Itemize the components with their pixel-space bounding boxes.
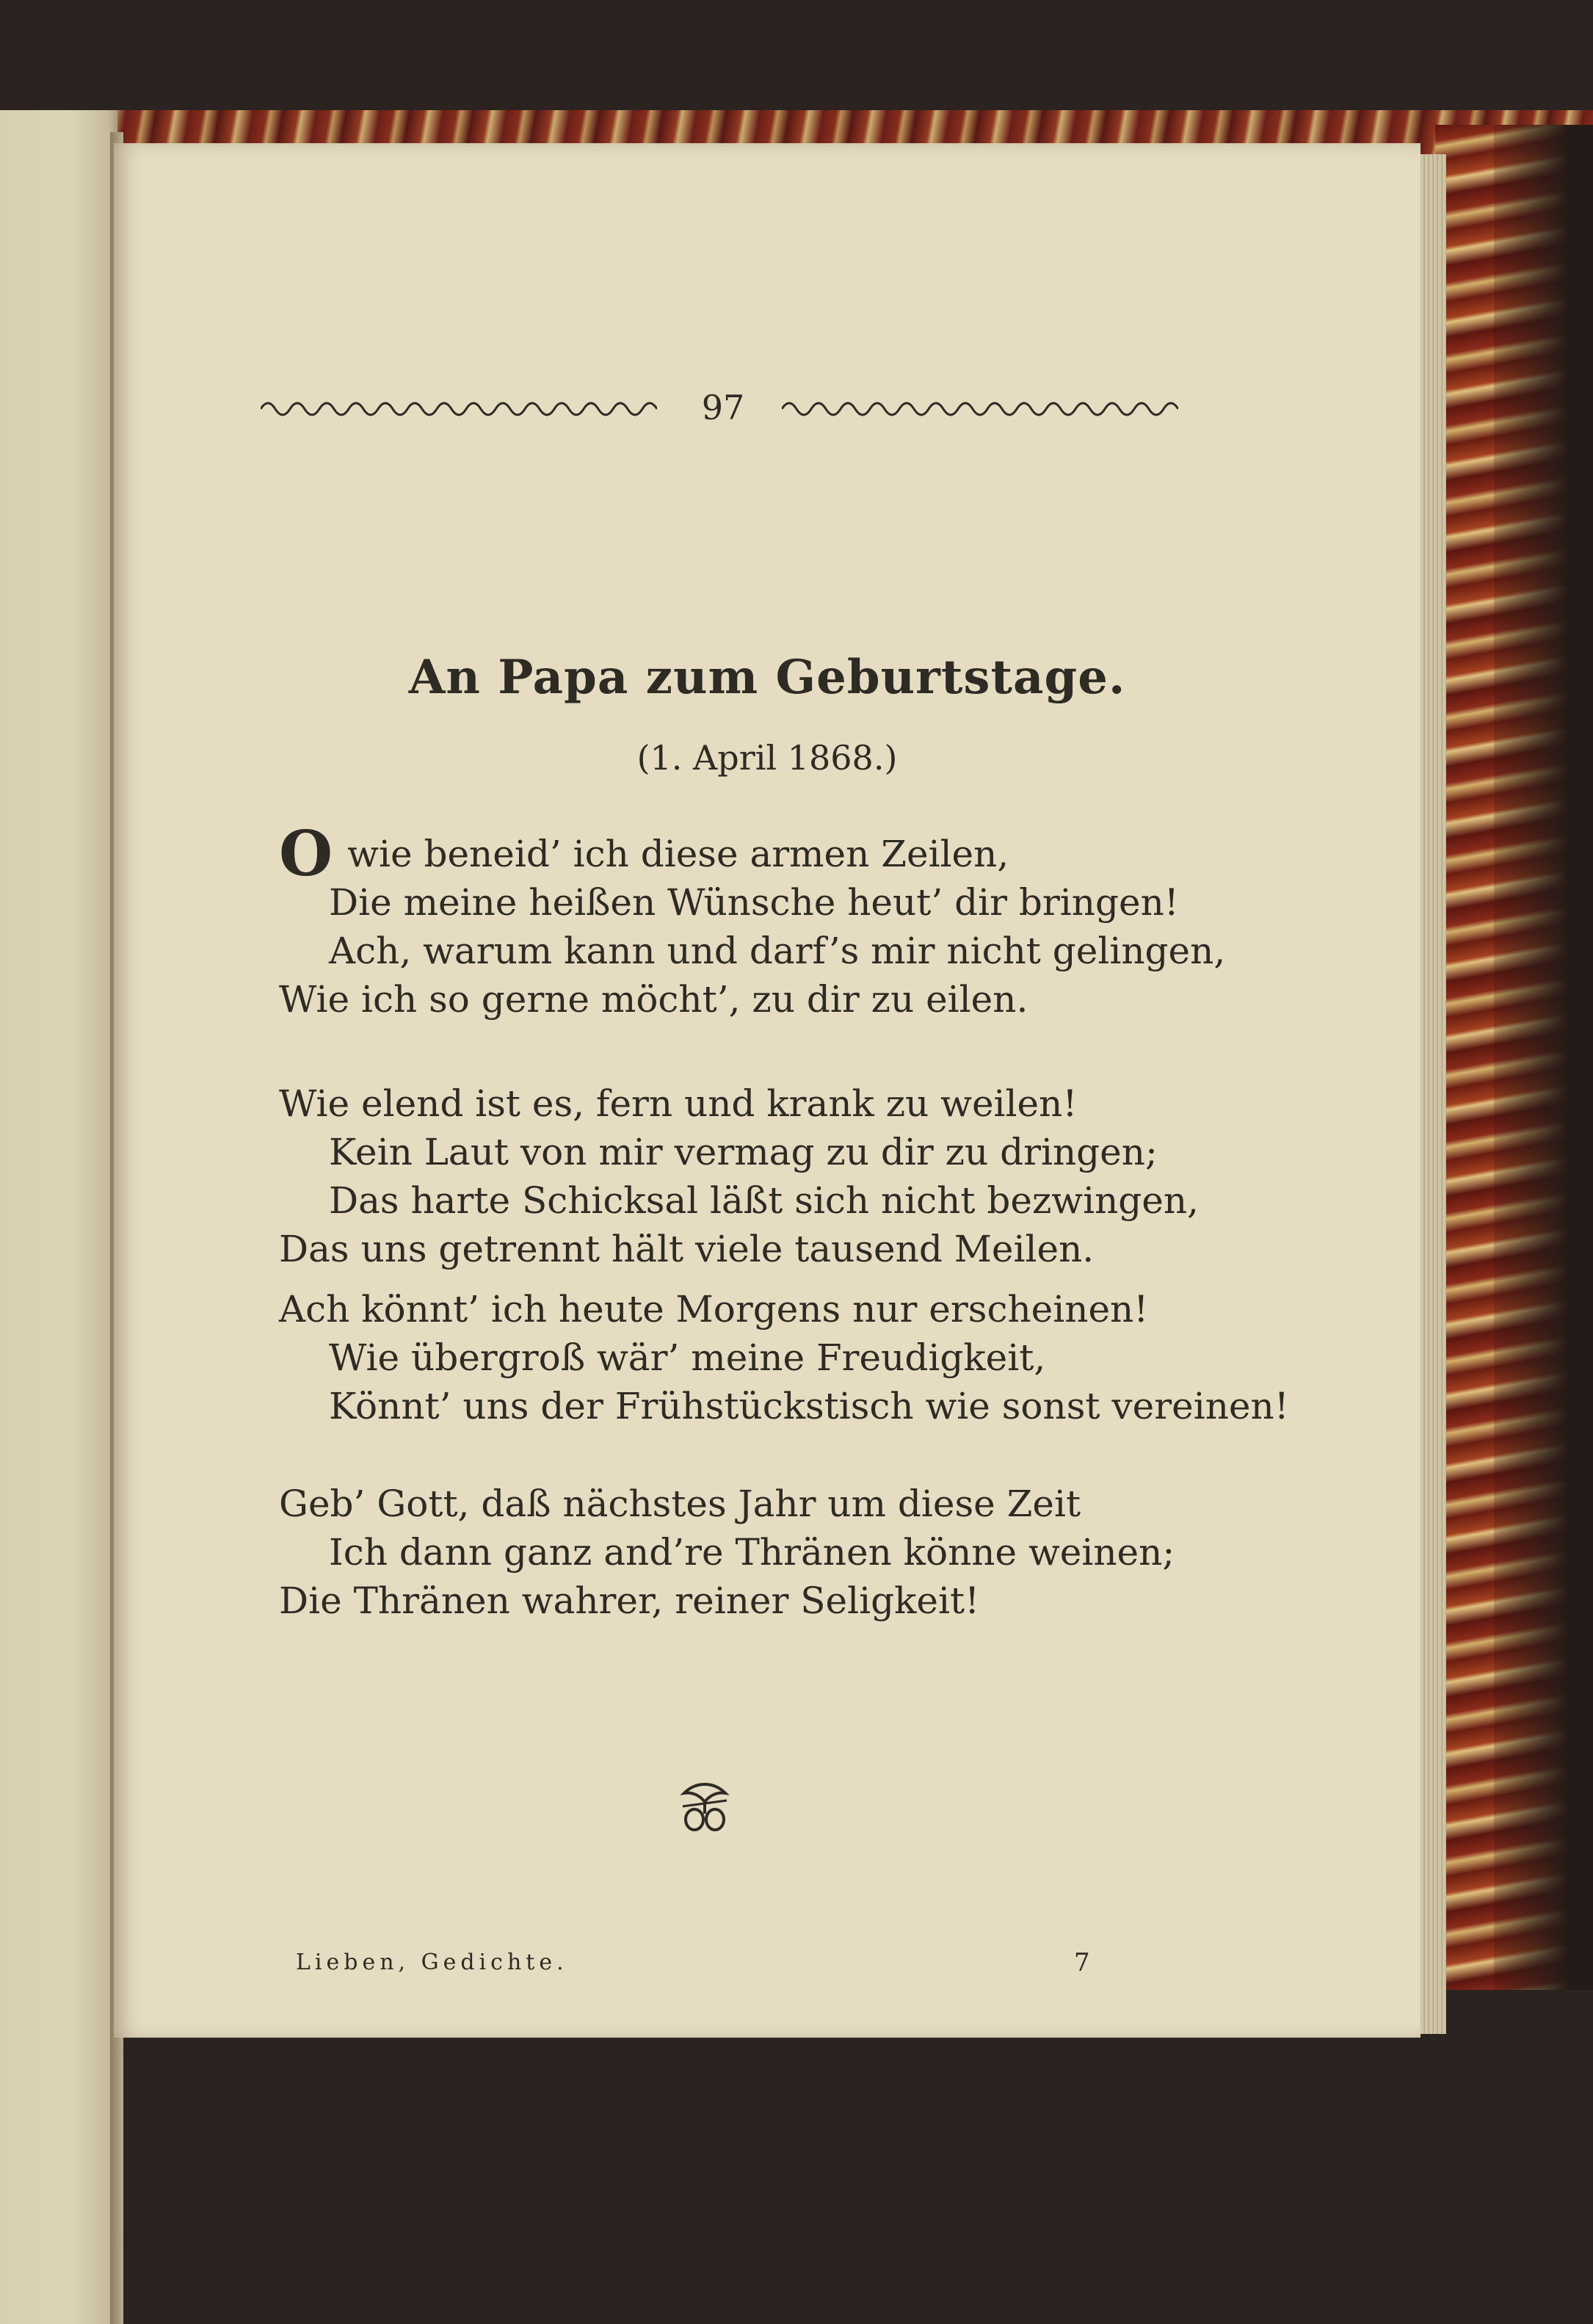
- running-head: [114, 385, 1420, 430]
- stanza-2: [279, 1079, 1307, 1273]
- poem-line: Kein Laut von mir vermag zu dir zu dringen;: [329, 1131, 1158, 1173]
- poem-line: Könnt’ uns der Frühstückstisch wie sonst vereinen!: [329, 1385, 1289, 1427]
- fleuron-icon: [675, 1777, 734, 1836]
- stanza-3: [279, 1285, 1307, 1430]
- poem-line: Die Thränen wahrer, reiner Seligkeit!: [279, 1579, 980, 1622]
- scroll-ornament-left-icon: [261, 393, 657, 422]
- poem-line: Ich dann ganz and’re Thränen könne weinen;: [329, 1531, 1175, 1574]
- poem-line: Ach könnt’ ich heute Morgens nur erscheinen!: [279, 1288, 1149, 1331]
- stanza-1: [279, 817, 1307, 1024]
- poem-line-text: wie beneid’ ich diese armen Zeilen,: [347, 833, 1009, 875]
- scroll-ornament-right-icon: [782, 393, 1178, 422]
- poem-date: (1. April 1868.): [636, 738, 898, 778]
- left-page-edge: [0, 110, 117, 2324]
- poem-line: Das harte Schicksal läßt sich nicht bezwingen,: [329, 1179, 1199, 1222]
- poem-line: Geb’ Gott, daß nächstes Jahr um diese Zeit: [279, 1483, 1081, 1525]
- poem-line: Das uns getrennt hält viele tausend Meilen.: [279, 1228, 1095, 1270]
- poem-title: An Papa zum Geburtstage.: [408, 650, 1126, 705]
- drop-cap: O: [279, 817, 333, 890]
- poem-line: Wie übergroß wär’ meine Freudigkeit,: [329, 1336, 1046, 1379]
- stanza-4: [279, 1480, 1307, 1625]
- signature-line: Lieben, Gedichte.: [296, 1950, 568, 1975]
- poem-line: Die meine heißen Wünsche heut’ dir bringen!: [329, 881, 1179, 924]
- sheet-number: 7: [1074, 1948, 1090, 1977]
- poem-line: [279, 817, 1307, 890]
- book-page: [114, 143, 1420, 2038]
- cover-shadow: [1494, 125, 1593, 1990]
- poem-line: Wie elend ist es, fern und krank zu weilen!: [279, 1082, 1078, 1125]
- page-number: 97: [701, 388, 745, 427]
- poem-line: Ach, warum kann und darf’s mir nicht gelingen,: [329, 930, 1226, 972]
- page-block-edges: [1417, 154, 1446, 2034]
- poem-line: Wie ich so gerne möcht’, zu dir zu eilen.: [279, 978, 1028, 1021]
